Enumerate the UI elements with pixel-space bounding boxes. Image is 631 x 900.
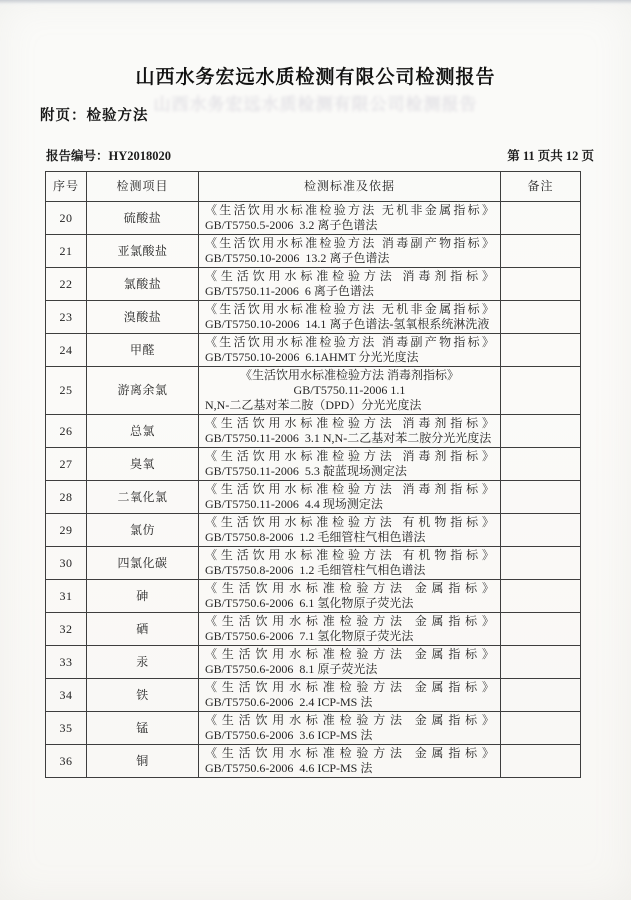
cell-test-item: 臭氧 — [87, 448, 199, 481]
methods-table-body — [46, 202, 581, 778]
cell-standard — [199, 679, 501, 712]
cell-test-item: 总氯 — [87, 415, 199, 448]
standard-line: 《生活饮用水标准检验方法 有机物指标》 — [205, 515, 494, 529]
cell-test-item: 二氧化氯 — [87, 481, 199, 514]
standard-line: GB/T5750.6-2006 6.1 氢化物原子荧光法 — [205, 596, 414, 610]
standard-line: 《生活饮用水标准检验方法 金属指标》 — [205, 647, 494, 661]
cell-test-item: 锰 — [87, 712, 199, 745]
standard-line: GB/T5750.6-2006 4.6 ICP-MS 法 — [205, 761, 373, 775]
cell-serial-number: 35 — [46, 712, 87, 745]
cell-standard — [199, 415, 501, 448]
cell-standard — [199, 367, 501, 415]
standard-line: GB/T5750.6-2006 3.6 ICP-MS 法 — [205, 728, 373, 742]
standard-line: GB/T5750.5-2006 3.2 离子色谱法 — [205, 218, 378, 232]
cell-test-item: 氯酸盐 — [87, 268, 199, 301]
standard-line: GB/T5750.6-2006 8.1 原子荧光法 — [205, 662, 378, 676]
cell-test-item: 砷 — [87, 580, 199, 613]
cell-remark — [501, 679, 581, 712]
cell-remark — [501, 415, 581, 448]
cell-standard — [199, 580, 501, 613]
cell-test-item: 四氯化碳 — [87, 547, 199, 580]
cell-remark — [501, 646, 581, 679]
standard-line: GB/T5750.11-2006 6 离子色谱法 — [205, 284, 374, 298]
attachment-subtitle: 附页：检验方法 — [40, 108, 149, 124]
table-row — [46, 646, 581, 679]
standard-line: 《生活饮用水标准检验方法 无机非金属指标》 — [205, 203, 494, 217]
cell-serial-number: 25 — [46, 367, 87, 415]
cell-serial-number: 29 — [46, 514, 87, 547]
standard-line: GB/T5750.10-2006 13.2 离子色谱法 — [205, 251, 390, 265]
cell-remark — [501, 448, 581, 481]
table-row — [46, 580, 581, 613]
cell-standard — [199, 514, 501, 547]
cell-remark — [501, 547, 581, 580]
cell-remark — [501, 745, 581, 778]
standard-line: 《生活饮用水标准检验方法 金属指标》 — [205, 713, 494, 727]
cell-serial-number: 22 — [46, 268, 87, 301]
standard-line: 《生活饮用水标准检验方法 有机物指标》 — [205, 548, 494, 562]
table-row — [46, 514, 581, 547]
cell-serial-number: 32 — [46, 613, 87, 646]
standard-line: 《生活饮用水标准检验方法 金属指标》 — [205, 680, 494, 694]
report-number-label: 报告编号： — [46, 149, 109, 163]
cell-standard — [199, 745, 501, 778]
standard-line: GB/T5750.8-2006 1.2 毛细管柱气相色谱法 — [205, 563, 426, 577]
cell-remark — [501, 235, 581, 268]
cell-serial-number: 23 — [46, 301, 87, 334]
table-row — [46, 334, 581, 367]
col-header-standard: 检测标准及依据 — [199, 172, 501, 202]
standard-line: GB/T5750.11-2006 4.4 现场测定法 — [205, 497, 383, 511]
standard-line: 《生活饮用水标准检验方法 消毒剂指标》 — [239, 368, 459, 382]
table-row — [46, 613, 581, 646]
cell-remark — [501, 334, 581, 367]
standard-line: 《生活饮用水标准检验方法 金属指标》 — [205, 614, 494, 628]
standard-line: GB/T5750.6-2006 2.4 ICP-MS 法 — [205, 695, 373, 709]
table-row — [46, 679, 581, 712]
cell-standard — [199, 448, 501, 481]
table-row — [46, 367, 581, 415]
standard-line: GB/T5750.10-2006 6.1AHMT 分光光度法 — [205, 350, 419, 364]
table-row — [46, 268, 581, 301]
meta-row — [46, 146, 594, 164]
cell-standard — [199, 202, 501, 235]
table-row — [46, 448, 581, 481]
cell-serial-number: 26 — [46, 415, 87, 448]
table-row — [46, 712, 581, 745]
bleedthrough-ghost-text: 山西水务宏远水质检测有限公司检测报告 — [153, 95, 478, 114]
standard-line: GB/T5750.11-2006 3.1 N,N-二乙基对苯二胺分光光度法 — [205, 431, 492, 445]
cell-standard — [199, 268, 501, 301]
cell-remark — [501, 202, 581, 235]
cell-remark — [501, 367, 581, 415]
standard-line: 《生活饮用水标准检验方法 消毒副产物指标》 — [205, 236, 494, 250]
col-header-remark: 备注 — [501, 172, 581, 202]
cell-test-item: 硫酸盐 — [87, 202, 199, 235]
standard-line: 《生活饮用水标准检验方法 消毒剂指标》 — [205, 416, 494, 430]
cell-test-item: 铁 — [87, 679, 199, 712]
cell-serial-number: 33 — [46, 646, 87, 679]
cell-remark — [501, 268, 581, 301]
standard-line: 《生活饮用水标准检验方法 消毒剂指标》 — [205, 269, 494, 283]
table-row — [46, 745, 581, 778]
cell-serial-number: 20 — [46, 202, 87, 235]
cell-test-item: 汞 — [87, 646, 199, 679]
table-row — [46, 235, 581, 268]
cell-serial-number: 28 — [46, 481, 87, 514]
standard-line: GB/T5750.11-2006 5.3 靛蓝现场测定法 — [205, 464, 407, 478]
standard-line: 《生活饮用水标准检验方法 金属指标》 — [205, 581, 494, 595]
page-indicator: 第 11 页共 12 页 — [507, 149, 594, 163]
table-row — [46, 301, 581, 334]
cell-serial-number: 21 — [46, 235, 87, 268]
standard-line: 《生活饮用水标准检验方法 消毒副产物指标》 — [205, 335, 494, 349]
standard-line: GB/T5750.8-2006 1.2 毛细管柱气相色谱法 — [205, 530, 426, 544]
standard-line: N,N-二乙基对苯二胺（DPD）分光光度法 — [205, 398, 422, 412]
table-row — [46, 547, 581, 580]
cell-standard — [199, 235, 501, 268]
cell-remark — [501, 481, 581, 514]
methods-table — [45, 171, 581, 778]
cell-standard — [199, 301, 501, 334]
standard-line: 《生活饮用水标准检验方法 消毒剂指标》 — [205, 482, 494, 496]
cell-serial-number: 31 — [46, 580, 87, 613]
standard-line: 《生活饮用水标准检验方法 金属指标》 — [205, 746, 494, 760]
cell-serial-number: 34 — [46, 679, 87, 712]
standard-line: GB/T5750.10-2006 14.1 离子色谱法-氢氧根系统淋洗液 — [205, 317, 490, 331]
cell-serial-number: 36 — [46, 745, 87, 778]
cell-remark — [501, 712, 581, 745]
cell-standard — [199, 646, 501, 679]
cell-remark — [501, 580, 581, 613]
cell-standard — [199, 613, 501, 646]
cell-serial-number: 27 — [46, 448, 87, 481]
cell-test-item: 溴酸盐 — [87, 301, 199, 334]
cell-test-item: 亚氯酸盐 — [87, 235, 199, 268]
table-row — [46, 202, 581, 235]
report-number-value: HY2018020 — [108, 149, 172, 163]
standard-line: GB/T5750.11-2006 1.1 — [293, 383, 406, 397]
col-header-test-item: 检测项目 — [87, 172, 199, 202]
standard-line: 《生活饮用水标准检验方法 消毒剂指标》 — [205, 449, 494, 463]
cell-standard — [199, 712, 501, 745]
cell-remark — [501, 514, 581, 547]
cell-test-item: 甲醛 — [87, 334, 199, 367]
table-row — [46, 415, 581, 448]
standard-line: 《生活饮用水标准检验方法 无机非金属指标》 — [205, 302, 494, 316]
cell-test-item: 铜 — [87, 745, 199, 778]
report-number — [46, 146, 171, 164]
standard-line: GB/T5750.6-2006 7.1 氢化物原子荧光法 — [205, 629, 414, 643]
col-header-serial-number: 序号 — [46, 172, 87, 202]
cell-serial-number: 30 — [46, 547, 87, 580]
table-row — [46, 481, 581, 514]
cell-test-item: 游离余氯 — [87, 367, 199, 415]
table-header-row — [46, 172, 581, 202]
cell-remark — [501, 613, 581, 646]
cell-standard — [199, 334, 501, 367]
cell-remark — [501, 301, 581, 334]
cell-test-item: 硒 — [87, 613, 199, 646]
page-title: 山西水务宏远水质检测有限公司检测报告 — [135, 67, 496, 88]
cell-standard — [199, 481, 501, 514]
cell-serial-number: 24 — [46, 334, 87, 367]
cell-standard — [199, 547, 501, 580]
cell-test-item: 氯仿 — [87, 514, 199, 547]
